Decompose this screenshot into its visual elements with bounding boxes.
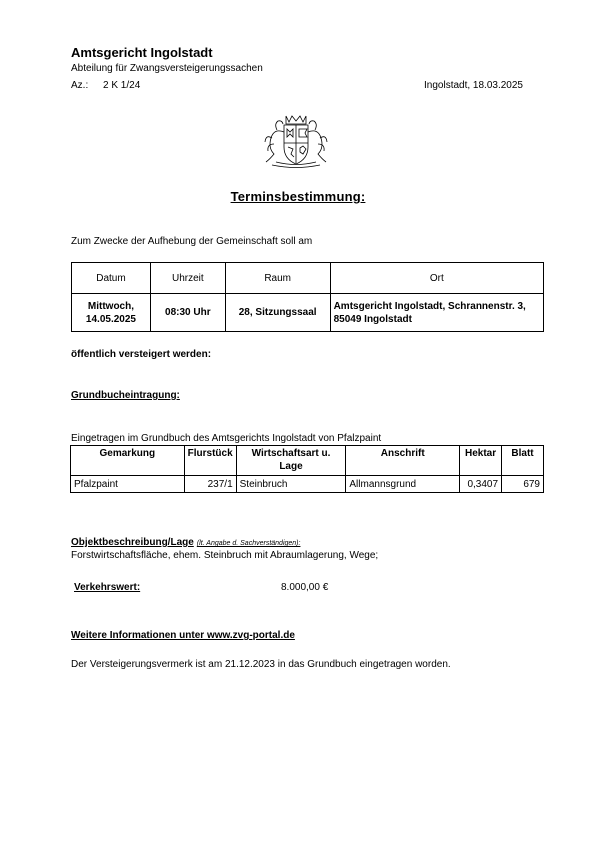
verkehrswert-label: Verkehrswert: bbox=[74, 582, 141, 593]
gb-header-anschrift: Anschrift bbox=[346, 446, 460, 476]
intro-text: Zum Zwecke der Aufhebung der Gemeinschaft soll am bbox=[71, 236, 313, 247]
court-name: Amtsgericht Ingolstadt bbox=[71, 45, 213, 60]
grundbuch-line: Eingetragen im Grundbuch des Amtsgerichts Ingolstadt von Pfalzpaint bbox=[71, 433, 382, 444]
objekt-heading-line bbox=[71, 537, 300, 548]
place-date: Ingolstadt, 18.03.2025 bbox=[424, 80, 523, 91]
gb-header-hektar: Hektar bbox=[460, 446, 502, 476]
gb-hektar: 0,3407 bbox=[460, 476, 502, 493]
termin-table bbox=[71, 262, 544, 332]
verkehrswert-value: 8.000,00 € bbox=[281, 582, 329, 593]
grundbuch-heading: Grundbucheintragung: bbox=[71, 390, 180, 401]
grundbuch-header-row bbox=[71, 446, 544, 476]
objekt-heading: Objektbeschreibung/Lage bbox=[71, 537, 194, 548]
gb-anschrift: Allmannsgrund bbox=[346, 476, 460, 493]
objekt-note: (lt. Angabe d. Sachverständigen): bbox=[196, 540, 301, 547]
document-title: Terminsbestimmung: bbox=[230, 189, 366, 204]
case-number: 2 K 1/24 bbox=[103, 80, 141, 91]
termin-header-datum: Datum bbox=[72, 263, 151, 294]
department: Abteilung für Zwangsversteigerungssachen bbox=[71, 63, 263, 74]
gb-flurstueck: 237/1 bbox=[184, 476, 236, 493]
case-number-label: Az.: bbox=[71, 80, 89, 91]
termin-header-ort: Ort bbox=[330, 263, 543, 294]
termin-value-row bbox=[72, 294, 544, 332]
termin-header-uhrzeit: Uhrzeit bbox=[150, 263, 225, 294]
grundbuch-table bbox=[70, 445, 544, 493]
gb-blatt: 679 bbox=[502, 476, 544, 493]
gb-header-blatt: Blatt bbox=[502, 446, 544, 476]
termin-header-raum: Raum bbox=[225, 263, 330, 294]
final-note: Der Versteigerungsvermerk ist am 21.12.2023 in das Grundbuch eingetragen worden. bbox=[71, 659, 451, 670]
gb-gemarkung: Pfalzpaint bbox=[71, 476, 185, 493]
termin-header-row bbox=[72, 263, 544, 294]
termin-uhrzeit: 08:30 Uhr bbox=[150, 294, 225, 332]
gb-header-flurstueck: Flurstück bbox=[184, 446, 236, 476]
auction-text: öffentlich versteigert werden: bbox=[71, 349, 212, 360]
gb-header-wirtschaftsart: Wirtschaftsart u. Lage bbox=[236, 446, 346, 476]
termin-ort: Amtsgericht Ingolstadt, Schrannenstr. 3, 85049 Ingolstadt bbox=[330, 294, 543, 332]
gb-header-gemarkung: Gemarkung bbox=[71, 446, 185, 476]
termin-datum: Mittwoch, 14.05.2025 bbox=[72, 294, 151, 332]
gb-wirtschaftsart: Steinbruch bbox=[236, 476, 346, 493]
info-link[interactable]: Weitere Informationen unter www.zvg-portal.de bbox=[71, 630, 295, 641]
objekt-description: Forstwirtschaftsfläche, ehem. Steinbruch mit Abraumlagerung, Wege; bbox=[71, 550, 379, 561]
termin-raum: 28, Sitzungssaal bbox=[225, 294, 330, 332]
coat-of-arms-icon bbox=[262, 112, 330, 170]
table-row bbox=[71, 476, 544, 493]
